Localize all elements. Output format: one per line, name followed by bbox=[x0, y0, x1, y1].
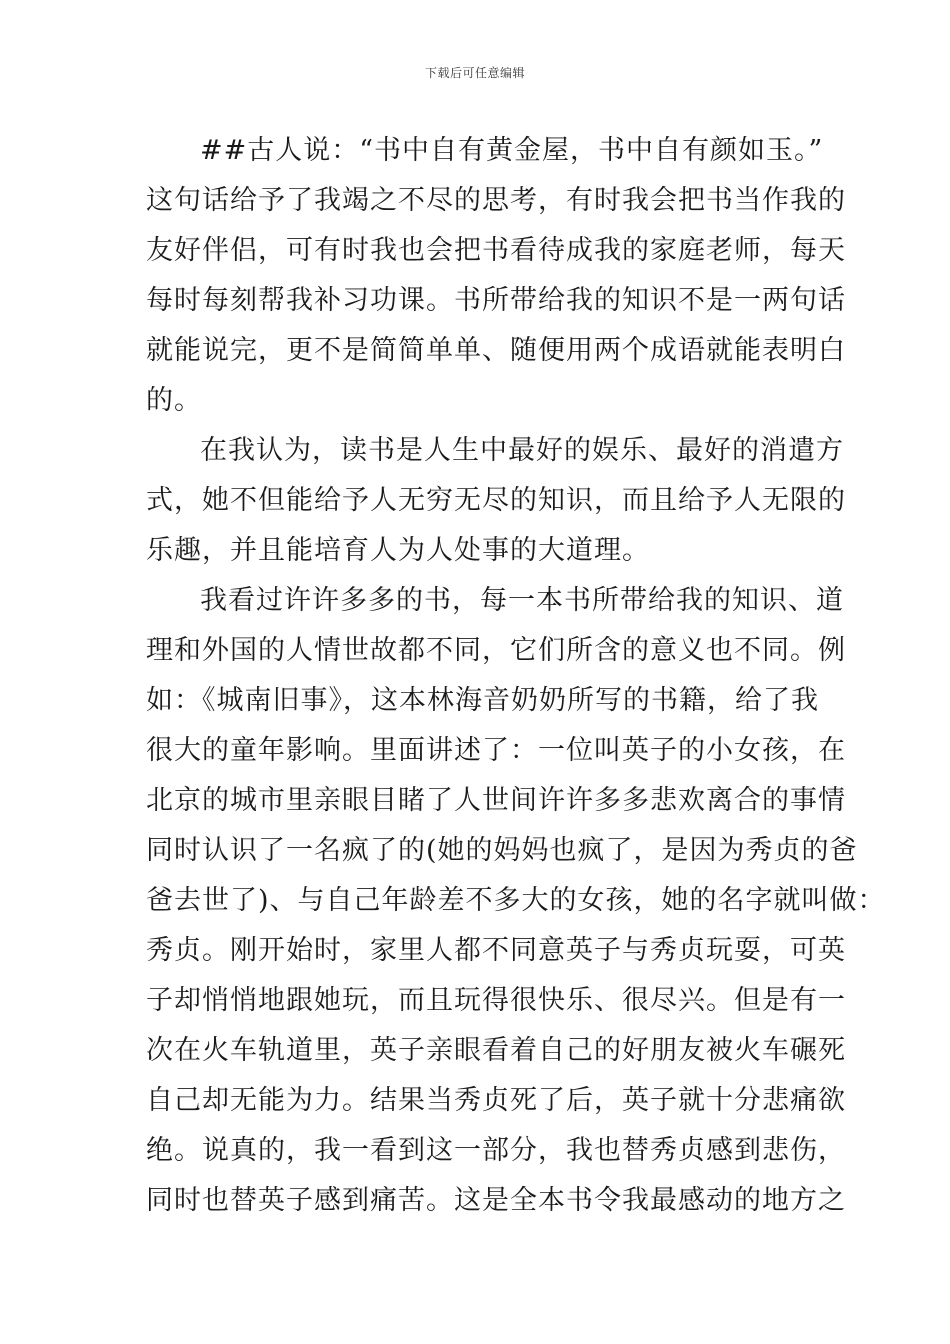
document-body bbox=[146, 126, 886, 1226]
text-line: 子却悄悄地跟她玩，而且玩得很快乐、很尽兴。但是有一 bbox=[146, 985, 846, 1016]
text-line: 我看过许许多多的书，每一本书所带给我的知识、道 bbox=[200, 585, 844, 616]
text-line: 理和外国的人情世故都不同，它们所含的意义也不同。例 bbox=[146, 635, 846, 666]
text-line: 同时也替英子感到痛苦。这是全本书令我最感动的地方之 bbox=[146, 1185, 846, 1216]
text-line: 在我认为，读书是人生中最好的娱乐、最好的消遣方 bbox=[200, 435, 844, 466]
text-line: 式，她不但能给予人无穷无尽的知识，而且给予人无限的 bbox=[146, 485, 846, 516]
text-line: 爸去世了)、与自己年龄差不多大的女孩，她的名字就叫做： bbox=[146, 885, 886, 916]
text-line: 很大的童年影响。里面讲述了：一位叫英子的小女孩，在 bbox=[146, 735, 846, 766]
text-line: 自己却无能为力。结果当秀贞死了后，英子就十分悲痛欲 bbox=[146, 1085, 846, 1116]
text-line: 就能说完，更不是简简单单、随便用两个成语就能表明白 bbox=[146, 335, 846, 366]
text-line: 绝。说真的，我一看到这一部分，我也替秀贞感到悲伤， bbox=[146, 1135, 846, 1166]
text-line: 每时每刻帮我补习功课。书所带给我的知识不是一两句话 bbox=[146, 285, 846, 316]
text-line: 乐趣，并且能培育人为人处事的大道理。 bbox=[146, 535, 650, 566]
text-line: 如：《城南旧事》，这本林海音奶奶所写的书籍，给了我 bbox=[146, 685, 819, 716]
text-line: 友好伴侣，可有时我也会把书看待成我的家庭老师，每天 bbox=[146, 235, 846, 266]
text-line: 同时认识了一名疯了的(她的妈妈也疯了，是因为秀贞的爸 bbox=[146, 835, 858, 866]
page-header: 下载后可任意编辑 bbox=[424, 66, 525, 80]
text-line: 北京的城市里亲眼目睹了人世间许许多多悲欢离合的事情 bbox=[146, 785, 846, 816]
text-line: 秀贞。刚开始时，家里人都不同意英子与秀贞玩耍，可英 bbox=[146, 935, 846, 966]
text-line: 的。 bbox=[146, 385, 202, 416]
text-line: 次在火车轨道里，英子亲眼看着自己的好朋友被火车碾死 bbox=[146, 1035, 846, 1066]
text-line: ##古人说：“书中自有黄金屋，书中自有颜如玉。” bbox=[200, 135, 824, 166]
text-line: 这句话给予了我竭之不尽的思考，有时我会把书当作我的 bbox=[146, 185, 846, 216]
